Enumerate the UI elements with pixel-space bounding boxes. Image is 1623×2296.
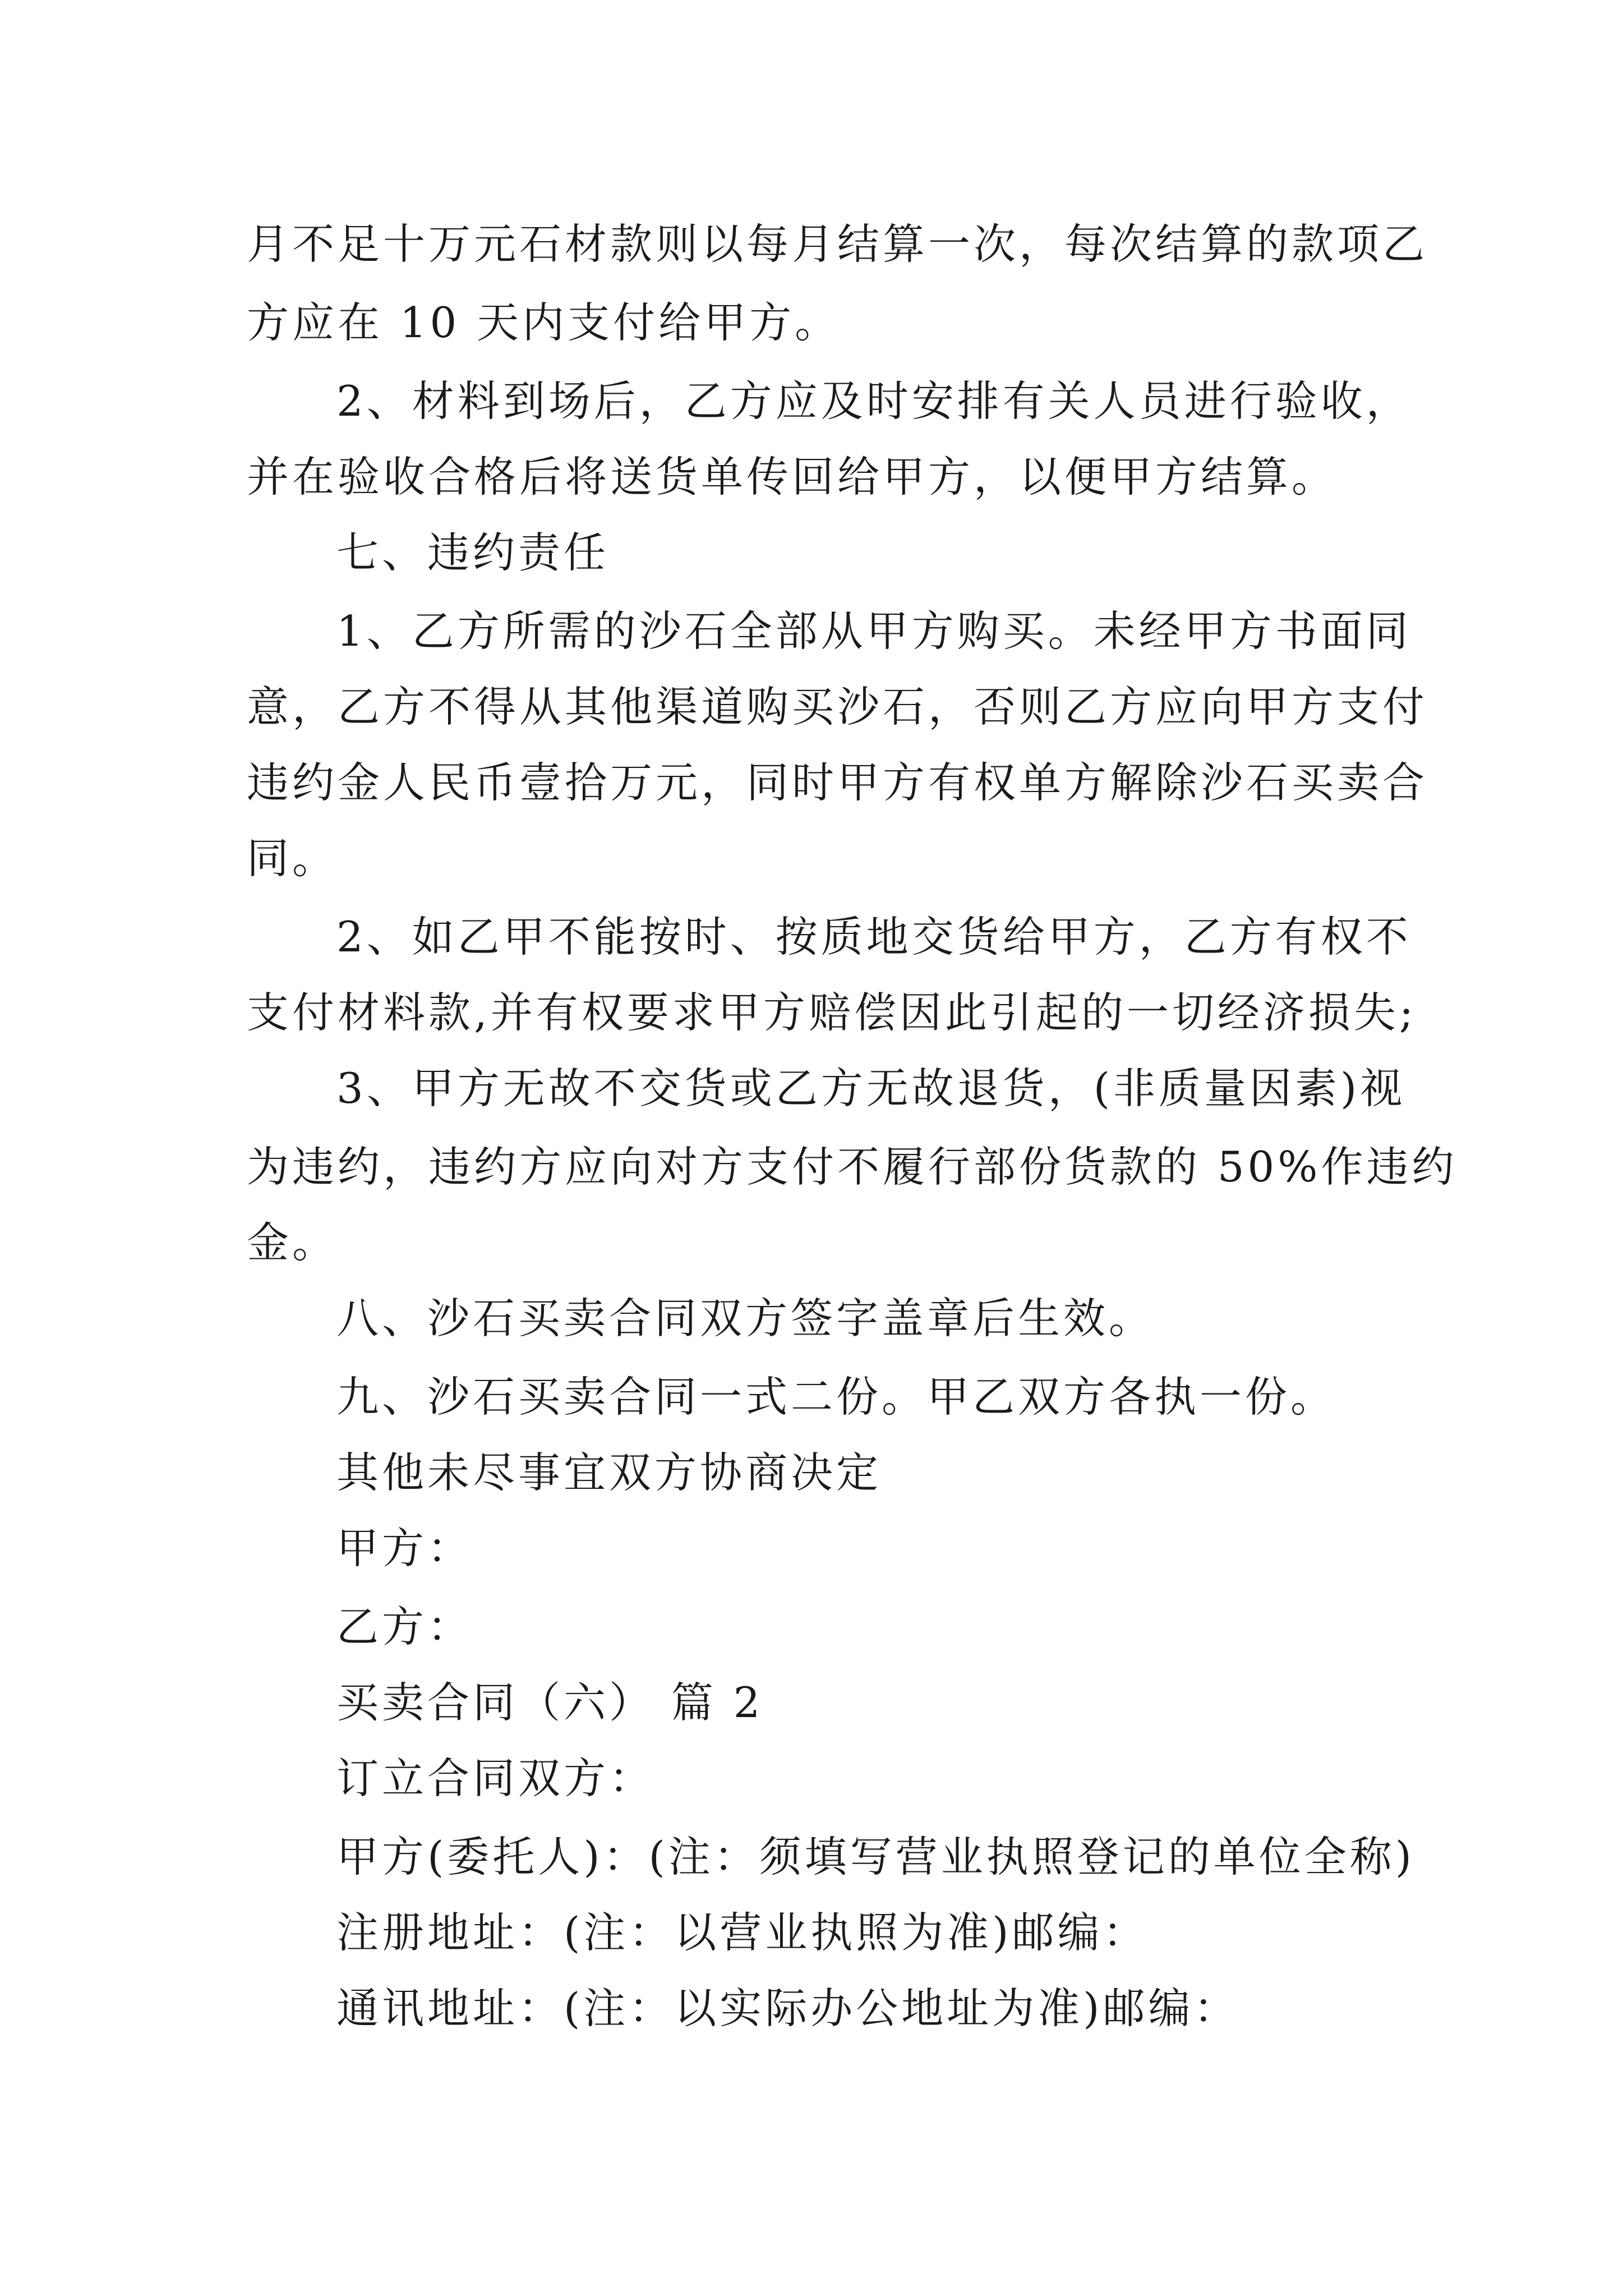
text-line-14: 金。 — [247, 1218, 338, 1267]
text-line-23: 注册地址：(注：以营业执照为准)邮编： — [336, 1908, 1149, 1957]
text-line-17: 其他未尽事宜双方协商决定 — [336, 1448, 882, 1497]
text-line-21: 订立合同双方： — [336, 1754, 655, 1803]
text-line-22: 甲方(委托人)：(注：须填写营业执照登记的单位全称) — [336, 1832, 1415, 1881]
text-line-2: 方应在 10 天内支付给甲方。 — [247, 298, 841, 347]
text-line-8: 违约金人民币壹拾万元，同时甲方有权单方解除沙石买卖合 — [247, 758, 1428, 807]
text-line-24: 通讯地址：(注：以实际办公地址为准)邮编： — [336, 1984, 1239, 2033]
party-a-label: 甲方： — [336, 1524, 473, 1573]
text-line-12: 3、甲方无故不交货或乙方无故退货，(非质量因素)视 — [336, 1064, 1406, 1113]
text-line-10: 2、如乙甲不能按时、按质地交货给甲方，乙方有权不 — [336, 912, 1412, 961]
text-line-1: 月不足十万元石材款则以每月结算一次，每次结算的款项乙 — [247, 219, 1428, 269]
text-line-9: 同。 — [247, 834, 338, 883]
section-heading-effective: 八、沙石买卖合同双方签字盖章后生效。 — [336, 1294, 1155, 1343]
text-line-4: 并在验收合格后将送货单传回给甲方，以便甲方结算。 — [247, 452, 1338, 501]
contract-title: 买卖合同（六） 篇 2 — [336, 1678, 764, 1727]
party-b-label: 乙方： — [336, 1602, 473, 1651]
section-heading-breach: 七、违约责任 — [336, 528, 610, 577]
section-heading-copies: 九、沙石买卖合同一式二份。甲乙双方各执一份。 — [336, 1372, 1336, 1421]
text-line-7: 意，乙方不得从其他渠道购买沙石，否则乙方应向甲方支付 — [247, 682, 1428, 731]
text-line-11: 支付材料款,并有权要求甲方赔偿因此引起的一切经济损失; — [247, 988, 1417, 1037]
text-line-6: 1、乙方所需的沙石全部从甲方购买。未经甲方书面同 — [336, 606, 1412, 656]
text-line-3: 2、材料到场后，乙方应及时安排有关人员进行验收， — [336, 376, 1412, 426]
text-line-13: 为违约，违约方应向对方支付不履行部份货款的 50%作违约 — [247, 1142, 1458, 1191]
